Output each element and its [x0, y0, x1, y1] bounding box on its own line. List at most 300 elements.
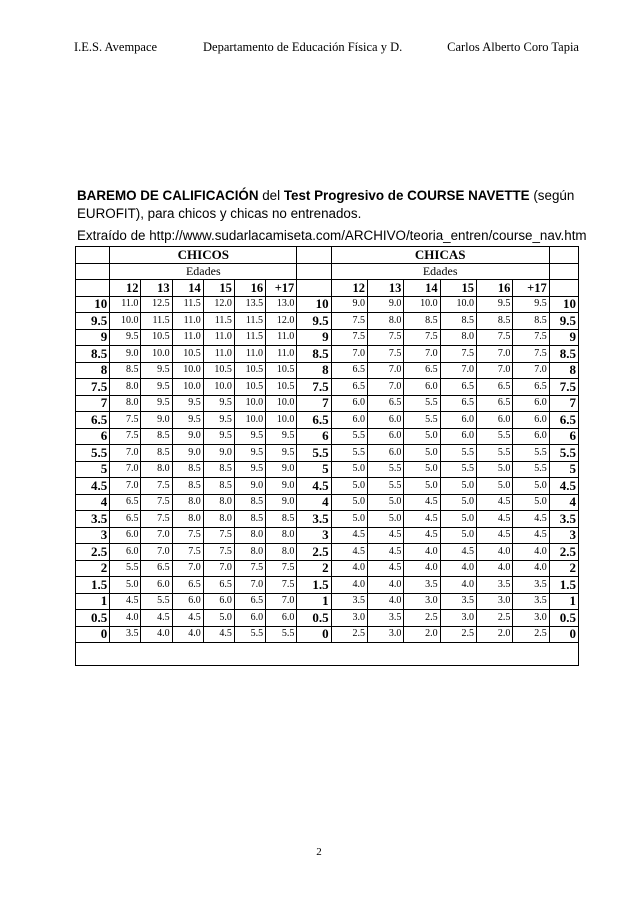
girls-value-cell: 4.0: [404, 560, 440, 577]
score-cell: 1: [76, 593, 110, 610]
score-cell: 5.5: [297, 445, 331, 462]
boys-value-cell: 7.0: [141, 527, 172, 544]
score-cell: 5: [297, 461, 331, 478]
boys-value-cell: 10.5: [234, 362, 265, 379]
boys-value-cell: 6.0: [266, 610, 297, 627]
girls-value-cell: 6.0: [513, 395, 549, 412]
girls-age-1: 13: [367, 280, 403, 297]
boys-value-cell: 10.0: [234, 395, 265, 412]
score-cell: 2: [76, 560, 110, 577]
girls-value-cell: 6.5: [404, 362, 440, 379]
girls-value-cell: 4.5: [331, 527, 367, 544]
boys-value-cell: 11.5: [203, 313, 234, 330]
boys-value-cell: 7.0: [203, 560, 234, 577]
girls-value-cell: 5.0: [440, 494, 476, 511]
girls-value-cell: 4.5: [367, 527, 403, 544]
score-cell: 7.5: [549, 379, 578, 396]
girls-value-cell: 3.5: [404, 577, 440, 594]
girls-value-cell: 6.5: [440, 395, 476, 412]
boys-value-cell: 7.5: [266, 577, 297, 594]
boys-value-cell: 4.5: [203, 626, 234, 643]
score-cell: 2.5: [76, 544, 110, 561]
boys-value-cell: 10.5: [203, 362, 234, 379]
boys-value-cell: 11.0: [203, 346, 234, 363]
boys-value-cell: 4.5: [141, 610, 172, 627]
boys-value-cell: 6.0: [172, 593, 203, 610]
table-row: [76, 445, 579, 462]
girls-value-cell: 6.5: [331, 362, 367, 379]
girls-value-cell: 6.0: [331, 412, 367, 429]
boys-value-cell: 7.0: [110, 461, 141, 478]
girls-value-cell: 5.0: [404, 445, 440, 462]
boys-value-cell: 7.5: [172, 527, 203, 544]
boys-value-cell: 8.0: [266, 527, 297, 544]
empty-cell: [76, 263, 110, 280]
score-cell: 6: [549, 428, 578, 445]
title-text-1: del: [258, 188, 284, 203]
girls-value-cell: 2.5: [404, 610, 440, 627]
girls-value-cell: 3.5: [367, 610, 403, 627]
girls-value-cell: 6.5: [367, 395, 403, 412]
girls-value-cell: 4.5: [477, 527, 513, 544]
score-cell: 6: [76, 428, 110, 445]
girls-value-cell: 7.0: [477, 362, 513, 379]
table-row: [76, 478, 579, 495]
boys-value-cell: 8.5: [234, 494, 265, 511]
table-row: [76, 296, 579, 313]
boys-value-cell: 10.5: [234, 379, 265, 396]
girls-value-cell: 7.5: [477, 329, 513, 346]
boys-value-cell: 7.5: [141, 478, 172, 495]
girls-value-cell: 2.0: [477, 626, 513, 643]
table-row: [76, 593, 579, 610]
boys-value-cell: 10.0: [234, 412, 265, 429]
ages-label-row: [76, 263, 579, 280]
boys-value-cell: 9.5: [172, 395, 203, 412]
table-row: [76, 461, 579, 478]
boys-value-cell: 11.0: [203, 329, 234, 346]
score-cell: 7: [76, 395, 110, 412]
table-row: [76, 494, 579, 511]
header-department: Departamento de Educación Física y D.: [203, 40, 403, 54]
girls-value-cell: 5.5: [440, 445, 476, 462]
girls-value-cell: 10.0: [404, 296, 440, 313]
girls-value-cell: 6.5: [477, 379, 513, 396]
table-row: [76, 313, 579, 330]
girls-value-cell: 5.5: [404, 395, 440, 412]
boys-value-cell: 9.0: [172, 445, 203, 462]
boys-value-cell: 7.0: [234, 577, 265, 594]
boys-value-cell: 9.5: [234, 445, 265, 462]
boys-value-cell: 6.5: [172, 577, 203, 594]
boys-value-cell: 7.5: [110, 412, 141, 429]
boys-value-cell: 7.5: [234, 560, 265, 577]
empty-cell: [549, 247, 578, 264]
boys-value-cell: 8.0: [203, 494, 234, 511]
girls-value-cell: 7.5: [367, 329, 403, 346]
boys-value-cell: 9.5: [203, 428, 234, 445]
table-row: [76, 346, 579, 363]
boys-value-cell: 9.0: [172, 428, 203, 445]
girls-value-cell: 3.5: [331, 593, 367, 610]
score-cell: 1.5: [549, 577, 578, 594]
score-cell: 9: [76, 329, 110, 346]
boys-value-cell: 5.5: [266, 626, 297, 643]
boys-value-cell: 9.5: [203, 395, 234, 412]
girls-value-cell: 3.0: [331, 610, 367, 627]
table-row: [76, 329, 579, 346]
girls-value-cell: 7.0: [331, 346, 367, 363]
score-cell: 2: [549, 560, 578, 577]
score-cell: 0: [76, 626, 110, 643]
boys-value-cell: 9.5: [141, 395, 172, 412]
girls-value-cell: 4.0: [331, 560, 367, 577]
girls-age-5: +17: [513, 280, 549, 297]
boys-value-cell: 9.0: [234, 478, 265, 495]
score-cell: 7.5: [297, 379, 331, 396]
boys-value-cell: 7.5: [110, 428, 141, 445]
girls-value-cell: 7.5: [331, 313, 367, 330]
girls-value-cell: 3.0: [367, 626, 403, 643]
score-cell: 5.5: [549, 445, 578, 462]
girls-value-cell: 5.5: [331, 428, 367, 445]
girls-value-cell: 4.0: [440, 577, 476, 594]
page-number: 2: [316, 846, 322, 858]
girls-value-cell: 5.5: [331, 445, 367, 462]
girls-value-cell: 4.5: [404, 494, 440, 511]
boys-value-cell: 6.0: [141, 577, 172, 594]
boys-value-cell: 7.0: [110, 478, 141, 495]
boys-value-cell: 11.0: [172, 329, 203, 346]
source-line: Extraído de http://www.sudarlacamiseta.com/ARCHIVO/teoria_entren/course_nav.htm: [77, 228, 587, 243]
girls-value-cell: 5.0: [331, 511, 367, 528]
boys-value-cell: 8.5: [110, 362, 141, 379]
boys-value-cell: 7.5: [141, 494, 172, 511]
empty-cell: [549, 263, 578, 280]
boys-value-cell: 8.5: [266, 511, 297, 528]
boys-value-cell: 11.0: [172, 313, 203, 330]
score-cell: 3.5: [549, 511, 578, 528]
table-row: [76, 362, 579, 379]
girls-value-cell: 5.0: [477, 461, 513, 478]
score-cell: 9: [297, 329, 331, 346]
boys-value-cell: 10.5: [266, 379, 297, 396]
boys-value-cell: 8.0: [234, 544, 265, 561]
table-row: [76, 626, 579, 643]
boys-value-cell: 4.5: [110, 593, 141, 610]
girls-header: CHICAS: [331, 247, 549, 264]
girls-value-cell: 6.5: [440, 379, 476, 396]
boys-value-cell: 11.0: [266, 346, 297, 363]
boys-value-cell: 6.0: [234, 610, 265, 627]
boys-age-0: 12: [110, 280, 141, 297]
girls-value-cell: 7.5: [513, 346, 549, 363]
score-cell: 2.5: [549, 544, 578, 561]
girls-value-cell: 5.0: [331, 461, 367, 478]
boys-value-cell: 10.5: [172, 346, 203, 363]
girls-value-cell: 4.5: [477, 511, 513, 528]
boys-age-3: 15: [203, 280, 234, 297]
girls-value-cell: 4.5: [331, 544, 367, 561]
boys-value-cell: 10.5: [266, 362, 297, 379]
girls-value-cell: 5.0: [513, 478, 549, 495]
boys-value-cell: 9.0: [266, 494, 297, 511]
score-cell: 1.5: [297, 577, 331, 594]
score-cell: 9.5: [549, 313, 578, 330]
table-row: [76, 527, 579, 544]
boys-value-cell: 8.0: [110, 379, 141, 396]
score-cell: 8: [549, 362, 578, 379]
boys-value-cell: 4.0: [141, 626, 172, 643]
boys-value-cell: 8.5: [203, 461, 234, 478]
girls-value-cell: 4.0: [513, 544, 549, 561]
score-cell: 4.5: [76, 478, 110, 495]
girls-value-cell: 5.5: [477, 445, 513, 462]
girls-value-cell: 5.5: [404, 412, 440, 429]
boys-value-cell: 10.0: [266, 412, 297, 429]
girls-value-cell: 9.0: [367, 296, 403, 313]
boys-value-cell: 11.5: [234, 329, 265, 346]
group-header-row: [76, 247, 579, 264]
girls-value-cell: 4.5: [440, 544, 476, 561]
score-cell: 0.5: [549, 610, 578, 627]
boys-value-cell: 10.0: [110, 313, 141, 330]
girls-value-cell: 2.5: [440, 626, 476, 643]
girls-value-cell: 6.0: [367, 445, 403, 462]
boys-value-cell: 9.5: [141, 362, 172, 379]
boys-value-cell: 9.5: [141, 379, 172, 396]
score-cell: 5: [549, 461, 578, 478]
girls-value-cell: 5.5: [477, 428, 513, 445]
girls-value-cell: 5.0: [367, 494, 403, 511]
boys-header: CHICOS: [110, 247, 297, 264]
boys-value-cell: 8.5: [141, 428, 172, 445]
boys-value-cell: 12.0: [203, 296, 234, 313]
score-cell: 10: [76, 296, 110, 313]
girls-value-cell: 7.5: [404, 329, 440, 346]
girls-value-cell: 4.0: [477, 560, 513, 577]
boys-value-cell: 13.0: [266, 296, 297, 313]
score-cell: 3: [549, 527, 578, 544]
girls-value-cell: 3.5: [477, 577, 513, 594]
score-cell: 9.5: [297, 313, 331, 330]
empty-cell: [297, 263, 331, 280]
girls-value-cell: 4.5: [367, 544, 403, 561]
score-cell: 9: [549, 329, 578, 346]
boys-value-cell: 11.0: [266, 329, 297, 346]
girls-age-4: 16: [477, 280, 513, 297]
boys-value-cell: 9.0: [203, 445, 234, 462]
girls-value-cell: 8.5: [513, 313, 549, 330]
boys-value-cell: 10.0: [172, 362, 203, 379]
score-cell: 9.5: [76, 313, 110, 330]
score-cell: 8.5: [549, 346, 578, 363]
score-cell: 8: [297, 362, 331, 379]
girls-value-cell: 5.0: [367, 511, 403, 528]
girls-value-cell: 6.0: [440, 428, 476, 445]
boys-value-cell: 11.5: [234, 313, 265, 330]
girls-ages-label: Edades: [331, 263, 549, 280]
boys-value-cell: 8.0: [234, 527, 265, 544]
empty-cell: [76, 643, 579, 666]
score-cell: 0: [297, 626, 331, 643]
empty-cell: [297, 280, 331, 297]
score-cell: 6.5: [76, 412, 110, 429]
boys-value-cell: 7.5: [141, 511, 172, 528]
score-cell: 0.5: [297, 610, 331, 627]
boys-value-cell: 8.0: [172, 494, 203, 511]
girls-value-cell: 9.0: [331, 296, 367, 313]
girls-value-cell: 6.0: [477, 412, 513, 429]
girls-value-cell: 5.0: [440, 511, 476, 528]
boys-value-cell: 6.5: [110, 494, 141, 511]
boys-value-cell: 4.5: [172, 610, 203, 627]
girls-value-cell: 5.0: [513, 494, 549, 511]
girls-value-cell: 4.5: [477, 494, 513, 511]
score-cell: 3.5: [297, 511, 331, 528]
boys-age-1: 13: [141, 280, 172, 297]
boys-value-cell: 5.5: [141, 593, 172, 610]
header-school: I.E.S. Avempace: [74, 40, 158, 54]
table-row: [76, 395, 579, 412]
score-cell: 7.5: [76, 379, 110, 396]
girls-value-cell: 6.0: [440, 412, 476, 429]
girls-value-cell: 5.5: [367, 461, 403, 478]
title-bold-1: BAREMO DE CALIFICACIÓN: [77, 188, 259, 203]
boys-value-cell: 9.0: [266, 461, 297, 478]
girls-value-cell: 3.5: [513, 593, 549, 610]
girls-value-cell: 7.0: [367, 362, 403, 379]
score-cell: 6.5: [549, 412, 578, 429]
girls-value-cell: 8.5: [477, 313, 513, 330]
empty-cell: [549, 280, 578, 297]
score-cell: 8: [76, 362, 110, 379]
girls-value-cell: 4.5: [513, 511, 549, 528]
boys-value-cell: 6.5: [234, 593, 265, 610]
ages-row: [76, 280, 579, 297]
girls-value-cell: 2.5: [513, 626, 549, 643]
score-cell: 2: [297, 560, 331, 577]
document-title: [77, 187, 577, 223]
score-cell: 7: [549, 395, 578, 412]
girls-value-cell: 7.5: [367, 346, 403, 363]
score-cell: 4.5: [549, 478, 578, 495]
boys-value-cell: 9.0: [141, 412, 172, 429]
title-bold-2: Test Progresivo de COURSE NAVETTE: [283, 188, 530, 203]
boys-value-cell: 10.5: [141, 329, 172, 346]
boys-value-cell: 9.5: [110, 329, 141, 346]
title-text-2: (según EUROFIT), para chicos y chicas no entrenados.: [77, 188, 575, 221]
girls-value-cell: 6.0: [513, 412, 549, 429]
girls-value-cell: 4.0: [513, 560, 549, 577]
score-cell: 5.5: [76, 445, 110, 462]
table-row: [76, 428, 579, 445]
girls-value-cell: 7.0: [440, 362, 476, 379]
boys-value-cell: 7.5: [203, 527, 234, 544]
boys-age-4: 16: [234, 280, 265, 297]
score-cell: 10: [549, 296, 578, 313]
girls-value-cell: 8.0: [367, 313, 403, 330]
score-cell: 10: [297, 296, 331, 313]
score-cell: 1: [549, 593, 578, 610]
boys-value-cell: 5.5: [110, 560, 141, 577]
girls-value-cell: 7.5: [331, 329, 367, 346]
girls-value-cell: 5.0: [477, 478, 513, 495]
boys-value-cell: 11.0: [234, 346, 265, 363]
boys-value-cell: 4.0: [172, 626, 203, 643]
score-cell: 3.5: [76, 511, 110, 528]
boys-value-cell: 3.5: [110, 626, 141, 643]
boys-value-cell: 7.5: [266, 560, 297, 577]
boys-value-cell: 8.0: [141, 461, 172, 478]
girls-age-3: 15: [440, 280, 476, 297]
boys-value-cell: 10.0: [172, 379, 203, 396]
girls-value-cell: 5.0: [404, 478, 440, 495]
girls-value-cell: 5.0: [440, 478, 476, 495]
score-cell: 5: [76, 461, 110, 478]
score-cell: 1.5: [76, 577, 110, 594]
girls-age-0: 12: [331, 280, 367, 297]
boys-value-cell: 12.0: [266, 313, 297, 330]
boys-value-cell: 9.0: [266, 478, 297, 495]
score-cell: 0: [549, 626, 578, 643]
girls-value-cell: 7.5: [440, 346, 476, 363]
girls-value-cell: 7.0: [477, 346, 513, 363]
boys-value-cell: 6.5: [110, 511, 141, 528]
boys-value-cell: 9.5: [266, 428, 297, 445]
girls-value-cell: 5.5: [367, 478, 403, 495]
girls-value-cell: 4.5: [367, 560, 403, 577]
girls-value-cell: 9.5: [477, 296, 513, 313]
girls-value-cell: 4.0: [367, 577, 403, 594]
girls-value-cell: 5.5: [513, 461, 549, 478]
girls-value-cell: 6.0: [367, 412, 403, 429]
girls-value-cell: 8.5: [404, 313, 440, 330]
boys-value-cell: 6.0: [110, 527, 141, 544]
boys-value-cell: 8.0: [266, 544, 297, 561]
girls-value-cell: 4.5: [513, 527, 549, 544]
table-row: [76, 544, 579, 561]
boys-value-cell: 5.0: [110, 577, 141, 594]
girls-value-cell: 5.0: [440, 527, 476, 544]
girls-value-cell: 7.0: [513, 362, 549, 379]
boys-age-5: +17: [266, 280, 297, 297]
girls-value-cell: 6.0: [367, 428, 403, 445]
score-cell: 8.5: [76, 346, 110, 363]
boys-value-cell: 8.0: [203, 511, 234, 528]
girls-value-cell: 6.0: [331, 395, 367, 412]
empty-cell: [297, 247, 331, 264]
boys-value-cell: 8.0: [110, 395, 141, 412]
table-row: [76, 511, 579, 528]
girls-value-cell: 8.5: [440, 313, 476, 330]
girls-value-cell: 3.0: [404, 593, 440, 610]
score-cell: 4: [76, 494, 110, 511]
boys-value-cell: 10.0: [141, 346, 172, 363]
boys-value-cell: 10.0: [203, 379, 234, 396]
boys-value-cell: 10.0: [266, 395, 297, 412]
girls-value-cell: 4.0: [440, 560, 476, 577]
girls-value-cell: 6.5: [513, 379, 549, 396]
boys-value-cell: 6.0: [203, 593, 234, 610]
table-row: [76, 379, 579, 396]
empty-cell: [76, 280, 110, 297]
boys-value-cell: 6.5: [203, 577, 234, 594]
score-cell: 3: [297, 527, 331, 544]
girls-value-cell: 4.5: [404, 527, 440, 544]
girls-value-cell: 5.0: [404, 461, 440, 478]
header-author: Carlos Alberto Coro Tapia: [447, 40, 579, 54]
